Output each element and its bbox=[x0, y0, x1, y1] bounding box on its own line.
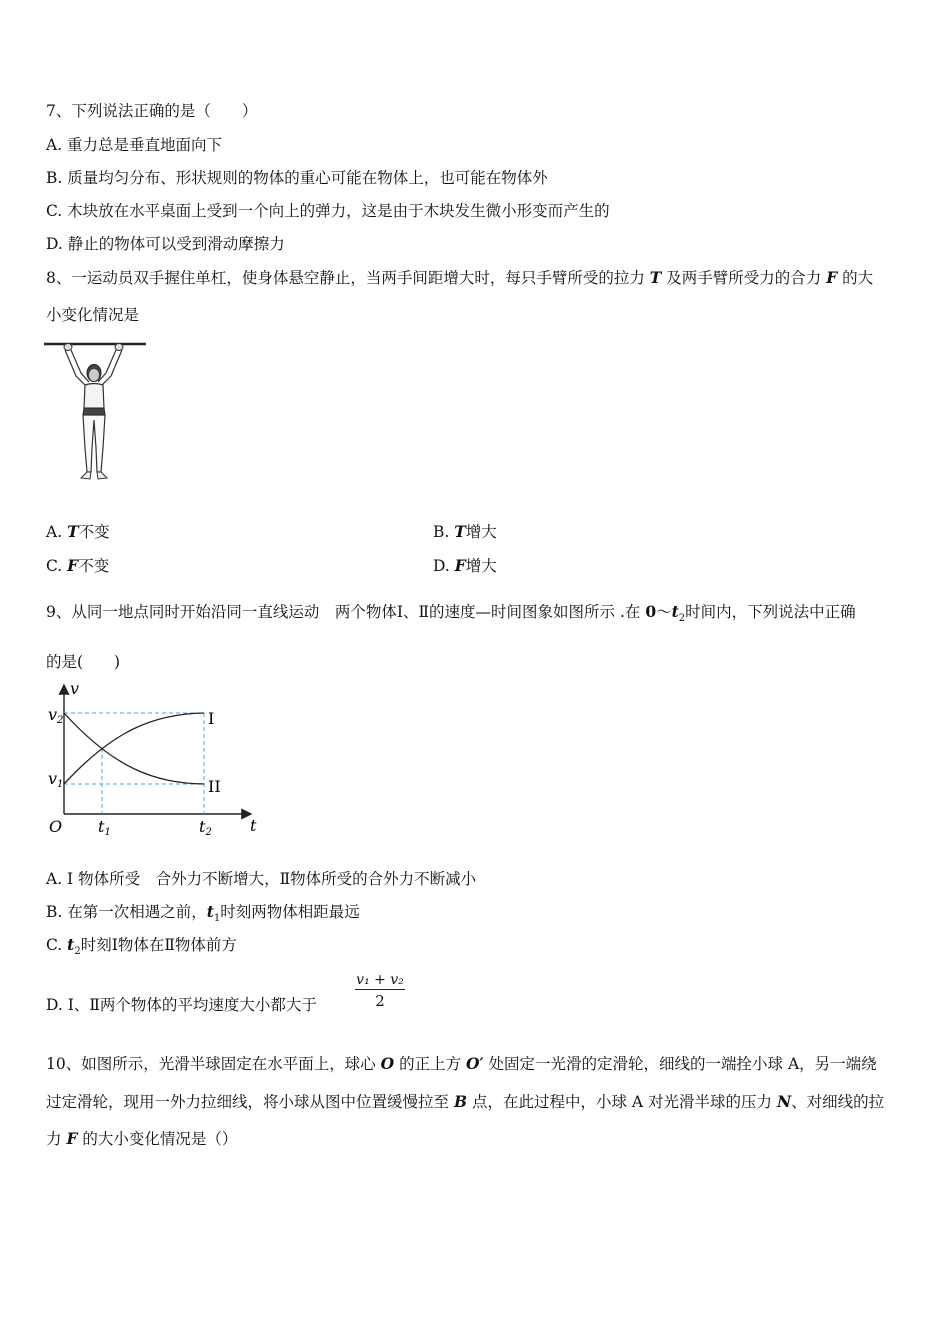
q9-option-c: C. $t_2$时刻Ⅰ物体在Ⅱ物体前方 bbox=[46, 935, 237, 958]
q8-stem-line2: 小变化情况是 bbox=[46, 306, 140, 324]
q10-stem-line3: 力 F 的大小变化情况是（） bbox=[46, 1129, 238, 1148]
q7-option-a: A. 重力总是垂直地面向下 bbox=[46, 136, 223, 154]
q9-stem: 9、从同一地点同时开始沿同一直线运动 两个物体Ⅰ、Ⅱ的速度—时间图象如图所示 .在 $0\sim t_2$时间内，下列说法中正确 bbox=[46, 602, 856, 625]
curve-2-line bbox=[64, 713, 204, 784]
t1-label: t1 bbox=[98, 817, 111, 838]
q9-fraction bbox=[355, 972, 405, 1010]
q10-stem-line1: 10、如图所示，光滑半球固定在水平面上，球心 O 的正上方 O′ 处固定一光滑的定滑轮，细线的一端拴小球 A，另一端绕 bbox=[46, 1054, 877, 1073]
q7-option-d: D. 静止的物体可以受到滑动摩擦力 bbox=[46, 235, 285, 253]
t2-label: t2 bbox=[199, 817, 212, 838]
velocity-time-graph bbox=[44, 680, 266, 840]
q8-stem: 8、一运动员双手握住单杠，使身体悬空静止，当两手间距增大时，每只手臂所受的拉力 T 及两手臂所受力的合力 F 的大 bbox=[46, 268, 874, 287]
q9-option-d: D. Ⅰ、Ⅱ两个物体的平均速度大小都大于 bbox=[46, 996, 317, 1014]
q9-option-b: B. 在第一次相遇之前，$t_1$时刻两物体相距最远 bbox=[46, 902, 360, 925]
q8-option-b: B. T增大 bbox=[433, 522, 497, 541]
q7-stem: 7、下列说法正确的是（ ） bbox=[46, 102, 258, 120]
q10-stem-line2: 过定滑轮，现用一外力拉细线，将小球从图中位置缓慢拉至 B 点，在此过程中，小球 A 对光滑半球的压力 N、对细线的拉 bbox=[46, 1092, 885, 1111]
q8-option-d: D. F增大 bbox=[433, 556, 497, 575]
v1-label: v1 bbox=[48, 769, 64, 790]
v-axis-label: v bbox=[70, 680, 80, 698]
q9-option-a: A. Ⅰ 物体所受 合外力不断增大，Ⅱ物体所受的合外力不断减小 bbox=[46, 870, 477, 888]
gymnast-figure bbox=[44, 340, 148, 488]
origin-label: O bbox=[49, 817, 63, 836]
fraction-numerator: v₁ + v₂ bbox=[356, 972, 404, 988]
v2-label: v2 bbox=[48, 705, 64, 726]
q7-option-c: C. 木块放在水平桌面上受到一个向上的弹力，这是由于木块发生微小形变而产生的 bbox=[46, 202, 610, 220]
q9-stem-line2: 的是( ) bbox=[46, 653, 121, 671]
q7-option-b: B. 质量均匀分布、形状规则的物体的重心可能在物体上，也可能在物体外 bbox=[46, 169, 548, 187]
curve-1-line bbox=[64, 713, 204, 784]
q8-option-c: C. F不变 bbox=[46, 556, 110, 575]
curve-2-label: II bbox=[208, 777, 221, 796]
fraction-denominator: 2 bbox=[375, 992, 385, 1010]
q8-option-a: A. T不变 bbox=[46, 522, 110, 541]
t-axis-label: t bbox=[250, 816, 257, 835]
curve-1-label: I bbox=[208, 709, 215, 728]
